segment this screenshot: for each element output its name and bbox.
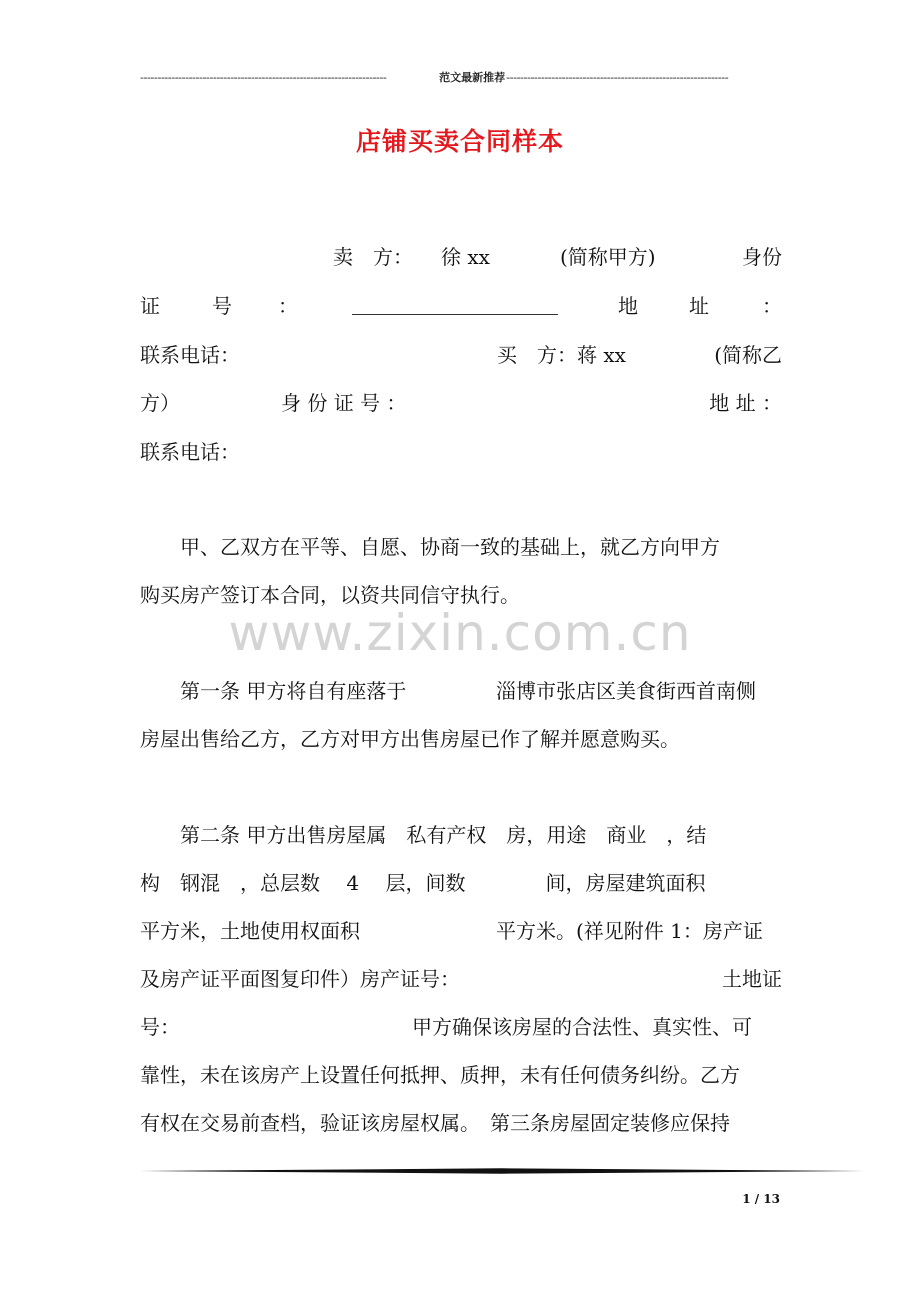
article2-guarantee: 甲方确保该房屋的合法性、真实性、可 [412, 1015, 752, 1039]
header-dashes-left: ----------------------------------------------------------------------- [140, 70, 387, 84]
seller-name: 徐 xx [441, 245, 490, 269]
address-char-1: 地 [618, 294, 638, 318]
id-char-2: 号 [212, 294, 232, 318]
article1-text-a: 第一条 甲方将自有座落于 [140, 679, 407, 703]
intro-line-2: 购买房产签订本合同，以资共同信守执行。 [140, 583, 520, 607]
seller-short: (简称甲方) [560, 245, 656, 269]
address-colon: ： [762, 294, 782, 318]
article2-line-6: 靠性，未在该房产上设置任何抵押、质押，未有任何债务纠纷。乙方 [140, 1063, 740, 1087]
footer-rule [140, 1168, 864, 1174]
article2-line-1: 第二条 甲方出售房屋属 私有产权 房，用途 商业 ，结 [140, 823, 707, 847]
land-cert-label: 土地证 [722, 967, 782, 991]
buyer-id-label: 身 份 证 号 ： [281, 391, 407, 415]
article2-line-2: 构 钢混 ，总层数 4 层，间数 间，房屋建筑面积 [140, 871, 706, 895]
seller-line [140, 242, 782, 272]
seller-id-line [140, 291, 782, 321]
id-char-1: 证 [140, 294, 160, 318]
article2-line-5 [140, 1012, 782, 1042]
land-cert-suffix: 号： [140, 1015, 180, 1039]
seller-phone-buyer-line [140, 340, 782, 370]
header-label: 范文最新推荐 [439, 71, 506, 84]
buyer-label: 买 方：蒋 xx [497, 343, 626, 367]
id-number-field [352, 293, 558, 323]
buyer-phone-label: 联系电话： [140, 440, 240, 464]
article2-line-7: 有权在交易前查档，验证该房屋权属。 第三条房屋固定装修应保持 [140, 1111, 730, 1135]
page-number: 1 / 13 [742, 1192, 780, 1206]
article2-line-3 [140, 916, 782, 946]
id-colon: ： [278, 294, 298, 318]
article1-line-2: 房屋出售给乙方，乙方对甲方出售房屋已作了解并愿意购买。 [140, 727, 680, 751]
buyer-short-prefix: (简称乙 [714, 343, 782, 367]
article1-location: 淄博市张店区美食街西首南侧 [496, 679, 756, 703]
seller-label: 卖 方： [333, 245, 413, 269]
watermark: www.zixin.com.cn [228, 604, 692, 662]
article2-attachment: 平方米。(祥见附件 1：房产证 [496, 919, 763, 943]
article2-land-area: 平方米，土地使用权面积 [140, 919, 360, 943]
buyer-short-suffix: 方） [140, 391, 180, 415]
buyer-id-line [140, 388, 782, 418]
document-title: 店铺买卖合同样本 [355, 127, 564, 156]
seller-id-prefix: 身份 [742, 245, 782, 269]
page-header [140, 68, 780, 86]
property-cert-label: 及房产证平面图复印件）房产证号： [140, 967, 460, 991]
address-char-2: 址 [689, 294, 709, 318]
seller-phone-label: 联系电话： [140, 343, 240, 367]
article1-line-1 [140, 676, 782, 706]
header-dashes-right: ---------------------------------------------------------------- [506, 70, 729, 84]
buyer-address-label: 地 址 ： [709, 391, 782, 415]
article2-line-4 [140, 964, 782, 994]
intro-line-1: 甲、乙双方在平等、自愿、协商一致的基础上，就乙方向甲方 [140, 535, 720, 559]
buyer-phone-line [140, 437, 782, 467]
